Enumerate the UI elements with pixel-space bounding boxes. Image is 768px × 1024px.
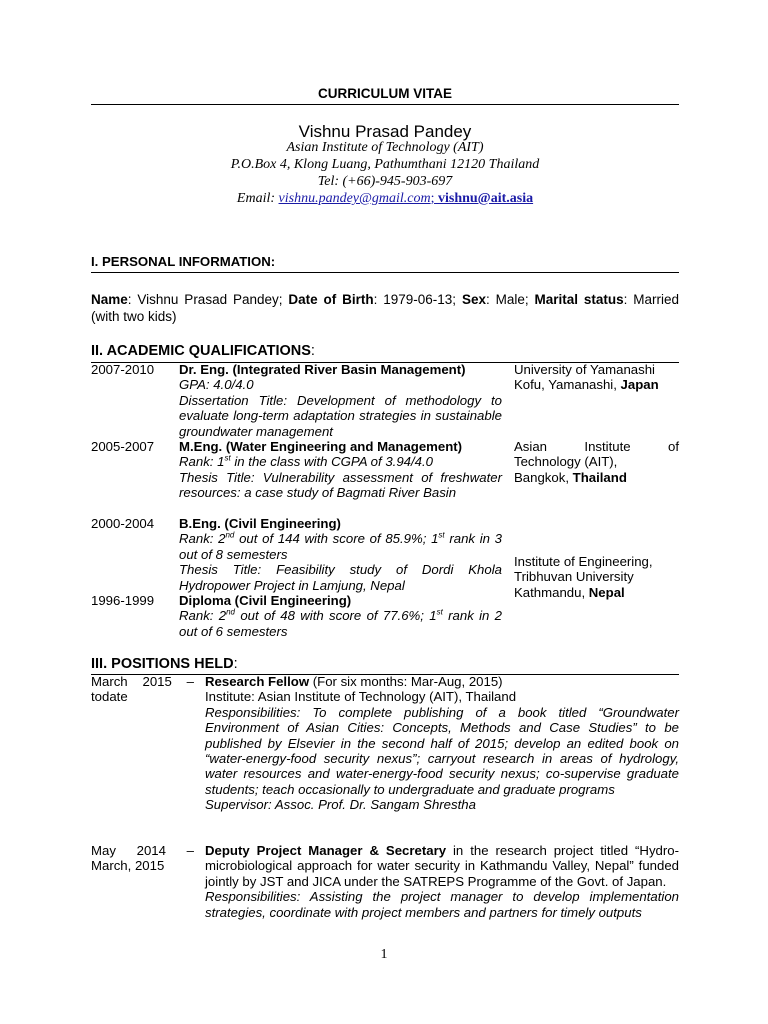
position-note: (For six months: Mar-Aug, 2015) xyxy=(309,674,503,689)
dob-label: Date of Birth xyxy=(288,292,374,307)
degree-dissertation: Dissertation Title: Development of methodology to evaluate long-term adaptation strategies in sustainable groundwater management xyxy=(179,392,502,439)
rank-sup: st xyxy=(436,608,443,618)
institution-university: Tribhuvan University xyxy=(514,569,634,585)
position-research-fellow xyxy=(205,674,679,813)
degree-title: B.Eng. (Civil Engineering) xyxy=(179,516,341,531)
personal-rule xyxy=(91,272,679,273)
positions-heading-colon: : xyxy=(233,656,238,672)
rank-text: Rank: 1 xyxy=(179,454,225,470)
degree-rank xyxy=(179,454,502,469)
person-name: Vishnu Prasad Pandey xyxy=(298,122,472,141)
email-separator: ; xyxy=(430,191,435,206)
position-title-line xyxy=(205,843,679,889)
position-date-end: todate xyxy=(91,689,128,705)
academic-institution-ait xyxy=(514,439,679,485)
title-rule xyxy=(91,104,679,105)
academic-heading-colon: : xyxy=(310,343,315,359)
position-responsibilities xyxy=(205,889,679,920)
sex-value: : Male; xyxy=(485,292,535,307)
email-link-gmail[interactable]: vishnu.pandey@gmail.com xyxy=(278,191,431,206)
degree-thesis: Thesis Title: Vulnerability assessment of freshwater resources: a case study of Bagmati River Basin xyxy=(179,469,502,501)
institution-city: Kofu, Yamanashi, xyxy=(514,377,621,393)
responsibilities-label: Responsibilities xyxy=(205,889,297,905)
rank-text: in the class with CGPA of 3.94/4.0 xyxy=(230,454,433,470)
header-email xyxy=(91,191,679,207)
rank-text: Rank: 2 xyxy=(179,608,227,624)
institution-country: Nepal xyxy=(588,584,625,600)
degree-title: Diploma (Civil Engineering) xyxy=(179,593,352,608)
institution-country: Thailand xyxy=(572,469,627,485)
rank-text: rank in 2 out of 6 semesters xyxy=(179,608,503,639)
degree-title: Dr. Eng. (Integrated River Basin Management) xyxy=(179,362,466,377)
institution-city: Kathmandu, xyxy=(514,584,589,600)
position-note: in the research project titled “Hydro-microbiological approach for water security in Kathmandu Valley, Nepal” funded jointly by JST and JICA under the SATREPS Programme of the Govt. of Japan. xyxy=(205,843,679,889)
dob-value: : 1979-06-13; xyxy=(373,292,462,307)
degree-gpa: GPA: 4.0/4.0 xyxy=(179,377,254,393)
academic-years: 1996-1999 xyxy=(91,593,155,608)
academic-entry-diploma xyxy=(179,593,502,639)
rank-text: out of 144 with score of 85.9%; 1 xyxy=(234,531,439,547)
rank-text: Rank: 2 xyxy=(179,531,226,547)
academic-years: 2007-2010 xyxy=(91,362,155,377)
sex-label: Sex xyxy=(461,292,486,307)
rank-sup: nd xyxy=(226,608,236,618)
marital-label: Marital status xyxy=(534,292,624,307)
responsibilities-text: : Assisting the project manager to develop implementation strategies, coordinate with project members and partners for timely outputs xyxy=(205,889,679,920)
institution-location xyxy=(514,585,679,600)
document-title: CURRICULUM VITAE xyxy=(318,86,452,101)
institution-location xyxy=(514,470,679,485)
position-date-end: March, 2015 xyxy=(91,858,165,874)
position-title-line xyxy=(205,674,679,689)
email-link-ait[interactable]: vishnu@ait.asia xyxy=(434,191,534,206)
institution-location xyxy=(514,377,679,392)
personal-heading: I. PERSONAL INFORMATION: xyxy=(91,254,276,269)
academic-entry-beng xyxy=(179,516,502,593)
header-address: P.O.Box 4, Klong Luang, Pathumthani 12120 Thailand xyxy=(230,157,540,172)
academic-institution-yamanashi xyxy=(514,362,679,393)
position-responsibilities xyxy=(205,705,679,797)
institution-name: University of Yamanashi xyxy=(514,362,655,377)
degree-rank xyxy=(179,531,502,562)
degree-title: M.Eng. (Water Engineering and Management) xyxy=(179,439,463,454)
rank-sup: nd xyxy=(225,531,235,541)
position-supervisor: Supervisor: Assoc. Prof. Dr. Sangam Shrestha xyxy=(205,797,476,813)
academic-heading-text: II. ACADEMIC QUALIFICATIONS xyxy=(91,343,311,359)
institution-country: Japan xyxy=(620,377,659,393)
page-number: 1 xyxy=(380,947,388,962)
academic-entry-meng xyxy=(179,439,502,501)
positions-heading-text: III. POSITIONS HELD xyxy=(91,656,234,672)
institution-city: Bangkok, xyxy=(514,469,573,485)
academic-years: 2000-2004 xyxy=(91,516,155,531)
position-date-start: May 2014 – xyxy=(91,843,194,858)
rank-text: out of 48 with score of 77.6%; 1 xyxy=(235,608,437,624)
responsibilities-label: Responsibilities xyxy=(205,704,297,720)
rank-text: rank in 3 out of 8 semesters xyxy=(179,531,502,562)
personal-info xyxy=(91,291,679,325)
position-date-start: March 2015 – xyxy=(91,674,194,689)
email-label: Email: xyxy=(236,191,279,206)
positions-heading xyxy=(91,656,238,672)
position-deputy-manager xyxy=(205,843,679,920)
position-title: Research Fellow xyxy=(205,674,310,689)
institution-name: Institute of Engineering, xyxy=(514,554,653,569)
academic-institution-ioe xyxy=(514,554,679,600)
responsibilities-text: : To complete publishing of a book titled “Groundwater Environment of Asian Cities: Concepts, Methods and Case Studies” to be published by Elsevier in the second half of 2015; develop an edited book on “water-energy-food security nexus”; carryout research in areas of hydrology, water resources and water-energy-food security nexus; co-supervise graduate students; teach occasionally to undergraduate and graduate programs xyxy=(205,704,679,797)
position-dates xyxy=(91,674,196,705)
position-dates xyxy=(91,843,196,874)
position-institute: Institute: Asian Institute of Technology (AIT), Thailand xyxy=(205,689,517,705)
name-label: Name xyxy=(91,292,128,307)
position-title: Deputy Project Manager & Secretary xyxy=(205,843,447,858)
degree-rank xyxy=(179,608,502,639)
academic-heading xyxy=(91,343,315,359)
degree-thesis: Thesis Title: Feasibility study of Dordi Khola Hydropower Project in Lamjung, Nepal xyxy=(179,562,502,593)
header-institute: Asian Institute of Technology (AIT) xyxy=(286,140,484,155)
marital-value: : Married (with two kids) xyxy=(91,292,680,324)
academic-entry-phd xyxy=(179,362,502,439)
institution-name: Asian Institute of Technology (AIT), xyxy=(514,439,679,470)
academic-years: 2005-2007 xyxy=(91,439,155,454)
name-value: : Vishnu Prasad Pandey; xyxy=(127,292,289,307)
header-tel: Tel: (+66)-945-903-697 xyxy=(317,174,453,189)
rank-sup: st xyxy=(224,454,231,464)
rank-sup: st xyxy=(438,531,445,541)
